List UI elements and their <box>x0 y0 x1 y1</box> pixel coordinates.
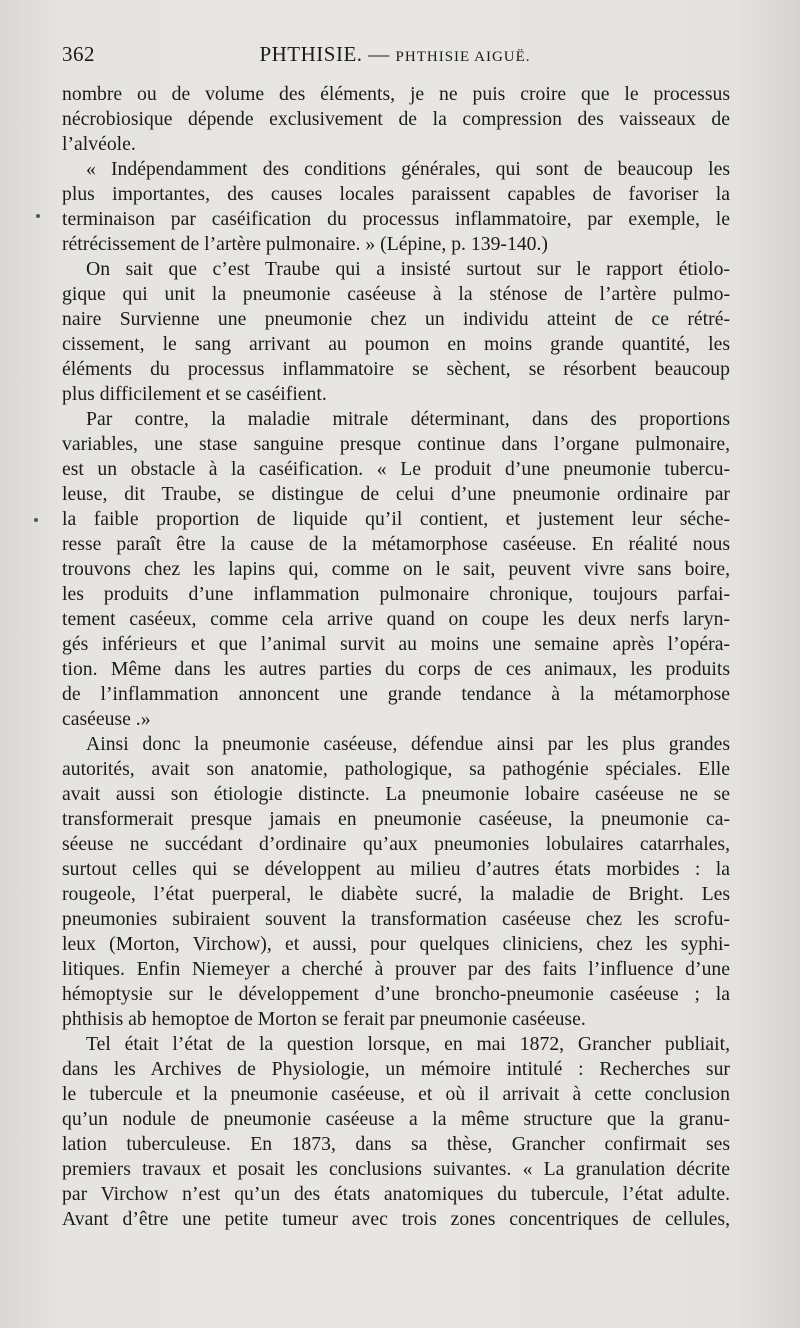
running-title-sub: PHTHISIE AIGUË. <box>395 49 531 65</box>
running-header <box>62 42 728 72</box>
running-title <box>62 42 728 67</box>
text-line: On sait que c’est Traube qui a insisté surtout sur le rapport étiolo- <box>86 258 730 280</box>
text-line: premiers travaux et posait les conclusions suivantes. « La granulation décrite <box>62 1158 730 1180</box>
text-line: trouvons chez les lapins qui, comme on le sait, peuvent vivre sans boire, <box>62 558 730 580</box>
text-line: dans les Archives de Physiologie, un mémoire intitulé : Recherches sur <box>62 1058 730 1080</box>
page-number: 362 <box>62 42 95 66</box>
text-line: hémoptysie sur le développement d’une broncho-pneumonie caséeuse ; la <box>62 983 730 1005</box>
text-line: naire Survienne une pneumonie chez un individu atteint de ce rétré- <box>62 308 730 330</box>
text-line: éléments du processus inflammatoire se sèchent, se résorbent beaucoup <box>62 358 730 380</box>
margin-speck <box>36 214 40 218</box>
text-line: tement caséeux, comme cela arrive quand on coupe les deux nerfs laryn- <box>62 608 730 630</box>
text-line: leux (Morton, Virchow), et aussi, pour quelques cliniciens, chez les syphi- <box>62 933 730 955</box>
text-line: nombre ou de volume des éléments, je ne puis croire que le processus <box>62 83 730 105</box>
text-line: leuse, dit Traube, se distingue de celui d’une pneumonie ordinaire par <box>62 483 730 505</box>
text-line: rougeole, l’état puerperal, le diabète sucré, la maladie de Bright. Les <box>62 883 730 905</box>
running-title-dash: — <box>368 42 390 66</box>
text-line: Avant d’être une petite tumeur avec trois zones concentriques de cellules, <box>62 1208 730 1230</box>
text-line: est un obstacle à la caséification. « Le produit d’une pneumonie tubercu- <box>62 458 730 480</box>
running-title-main: PHTHISIE. <box>259 42 363 66</box>
text-line: variables, une stase sanguine presque continue dans l’organe pulmonaire, <box>62 433 730 455</box>
text-line: de l’inflammation annoncent une grande tendance à la métamorphose <box>62 683 730 705</box>
text-line: nécrobiosique dépende exclusivement de la compression des vaisseaux de <box>62 108 730 130</box>
text-line: litiques. Enfin Niemeyer a cherché à prouver par des faits l’influence d’une <box>62 958 730 980</box>
text-line: l’alvéole. <box>62 133 136 155</box>
text-line: resse paraît être la cause de la métamorphose caséeuse. En réalité nous <box>62 533 730 555</box>
text-line: plus difficilement et se caséifient. <box>62 383 327 405</box>
text-line: gique qui unit la pneumonie caséeuse à la sténose de l’artère pulmo- <box>62 283 730 305</box>
text-line: Ainsi donc la pneumonie caséeuse, défendue ainsi par les plus grandes <box>86 733 730 755</box>
text-line: séeuse ne succédant d’ordinaire qu’aux pneumonies lobulaires catarrhales, <box>62 833 730 855</box>
text-line: qu’un nodule de pneumonie caséeuse a la même structure que la granu- <box>62 1108 730 1130</box>
text-line: Tel était l’état de la question lorsque, en mai 1872, Grancher publiait, <box>86 1033 730 1055</box>
body-text <box>62 82 730 1232</box>
text-line: pneumonies subiraient souvent la transformation caséeuse chez les scrofu- <box>62 908 730 930</box>
text-line: plus importantes, des causes locales paraissent capables de favoriser la <box>62 183 730 205</box>
text-line: cissement, le sang arrivant au poumon en moins grande quantité, les <box>62 333 730 355</box>
text-line: la faible proportion de liquide qu’il contient, et justement leur séche- <box>62 508 730 530</box>
text-line: gés inférieurs et que l’animal survit au moins une semaine après l’opéra- <box>62 633 730 655</box>
text-line: terminaison par caséification du processus inflammatoire, par exemple, le <box>62 208 730 230</box>
text-line: avait aussi son étiologie distincte. La pneumonie lobaire caséeuse ne se <box>62 783 730 805</box>
text-line: surtout celles qui se développent au milieu d’autres états morbides : la <box>62 858 730 880</box>
text-line: caséeuse .» <box>62 708 151 730</box>
margin-speck <box>34 518 38 522</box>
text-line: « Indépendamment des conditions générales, qui sont de beaucoup les <box>86 158 730 180</box>
text-line: par Virchow n’est qu’un des états anatomiques du tubercule, l’état adulte. <box>62 1183 730 1205</box>
text-line: transformerait presque jamais en pneumonie caséeuse, la pneumonie ca- <box>62 808 730 830</box>
text-line: autorités, avait son anatomie, pathologique, sa pathogénie spéciales. Elle <box>62 758 730 780</box>
text-line: phthisis ab hemoptoe de Morton se ferait par pneumonie caséeuse. <box>62 1008 586 1030</box>
text-line: Par contre, la maladie mitrale déterminant, dans des proportions <box>86 408 730 430</box>
text-line: les produits d’une inflammation pulmonaire chronique, toujours parfai- <box>62 583 730 605</box>
text-line: le tubercule et la pneumonie caséeuse, et où il arrivait à cette conclusion <box>62 1083 730 1105</box>
text-line: rétrécissement de l’artère pulmonaire. » (Lépine, p. 139-140.) <box>62 233 548 255</box>
text-line: tion. Même dans les autres parties du corps de ces animaux, les produits <box>62 658 730 680</box>
text-line: lation tuberculeuse. En 1873, dans sa thèse, Grancher confirmait ses <box>62 1133 730 1155</box>
